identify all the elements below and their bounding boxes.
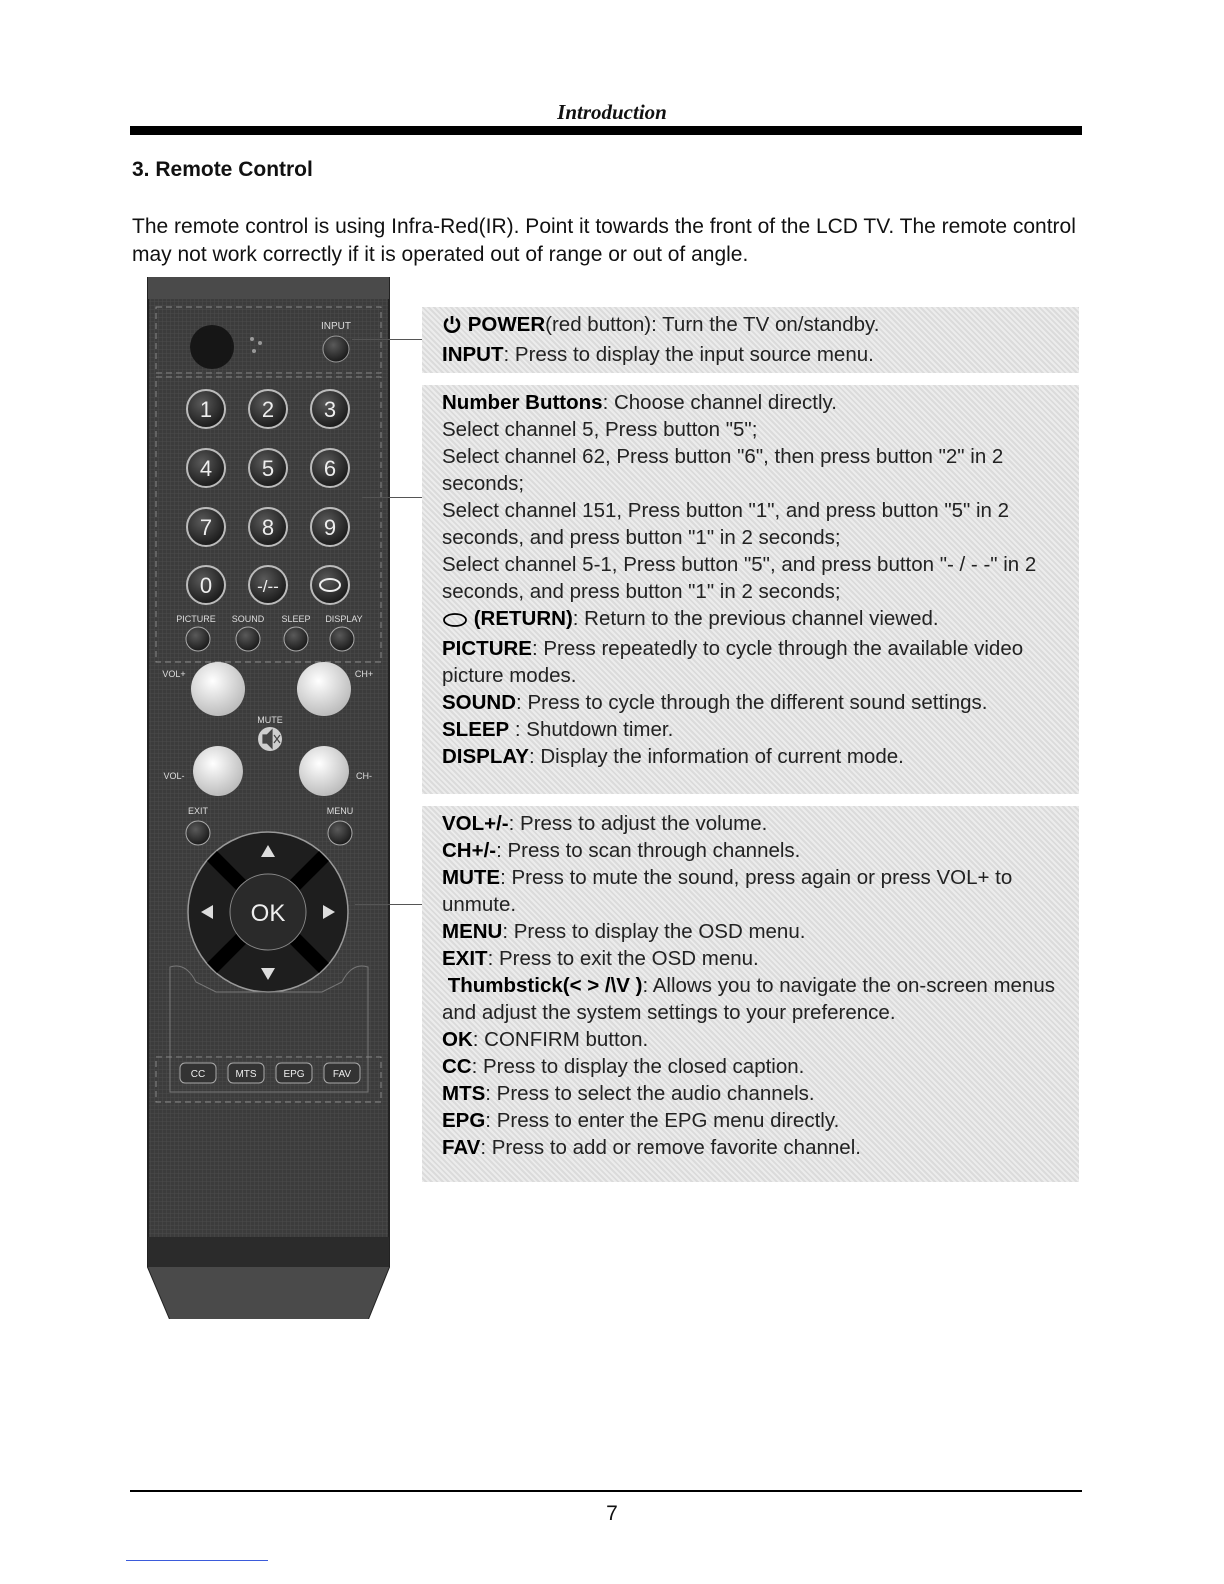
term-label: CC: [442, 1055, 472, 1078]
term-label: OK: [442, 1028, 473, 1051]
cc-description: [442, 1053, 1061, 1080]
menu-description: [442, 918, 1061, 945]
remote-button-label: 4: [199, 456, 213, 481]
vol-description: [442, 810, 1061, 837]
section-title: 3. Remote Control: [132, 158, 313, 181]
remote-button-label: EPG: [283, 1069, 305, 1080]
remote-button-label: SOUND: [231, 614, 265, 624]
header-rule: [130, 126, 1082, 135]
remote-button-label: EXIT: [187, 806, 209, 816]
ch-description: [442, 837, 1061, 864]
term-description: : Press to display the closed caption.: [471, 1055, 805, 1078]
vol-plus-button: [191, 662, 245, 716]
intro-paragraph: The remote control is using Infra-Red(IR). Point it towards the front of the LCD TV. The remote control may not work correctly if it is operated out of range or out of angle.: [132, 215, 1076, 266]
remote-button-label: 0: [199, 573, 213, 598]
term-description: : Display the information of current mode.: [528, 745, 904, 768]
term-label: POWER: [467, 313, 546, 336]
term-description: : Press to select the audio channels.: [485, 1082, 815, 1105]
remote-button-label: 5: [261, 456, 275, 481]
input-button: [323, 336, 349, 362]
mts-description: [442, 1080, 1061, 1107]
remote-button-label: MTS: [235, 1069, 257, 1080]
remote-button-label: 1: [199, 397, 213, 422]
header-title: Introduction: [557, 100, 667, 124]
display-button: [330, 627, 354, 651]
number-example: Select channel 151, Press button "1", and press button "5" in 2 seconds, and press button "1" in 2 seconds;: [442, 499, 1010, 549]
ok-description: [442, 1026, 1061, 1053]
thumbstick-description: [442, 972, 1061, 1026]
remote-button-label: FAV: [332, 1069, 352, 1080]
remote-button-label: VOL-: [163, 771, 185, 781]
number-example: Select channel 5-1, Press button "5", and press button "- / - -" in 2 seconds, and press button "1" in 2 seconds;: [442, 553, 1037, 603]
navigation-panel: [422, 806, 1079, 1182]
remote-button-label: 9: [323, 515, 337, 540]
power-input-panel: [422, 307, 1079, 373]
term-description: : Press to enter the EPG menu directly.: [485, 1109, 840, 1132]
term-label: SOUND: [442, 691, 517, 714]
ch-plus-button: [297, 662, 351, 716]
return-icon: [442, 608, 468, 635]
term-description: : Press to exit the OSD menu.: [487, 947, 759, 970]
term-description: : CONFIRM button.: [472, 1028, 649, 1051]
term-description: : Press to adjust the volume.: [508, 812, 768, 835]
remote-button-label: SLEEP: [281, 614, 311, 624]
term-description: (red button): Turn the TV on/standby.: [545, 313, 880, 336]
remote-button-label: 3: [323, 397, 337, 422]
remote-button-label: MENU: [326, 806, 354, 816]
term-label: Thumbstick(< > /\V ): [447, 974, 643, 997]
remote-button-label: CC: [190, 1069, 206, 1080]
input-description: [442, 341, 1061, 368]
term-label: CH+/-: [442, 839, 497, 862]
exit-button: [186, 821, 210, 845]
sleep-button: [284, 627, 308, 651]
sound-description: [442, 689, 1061, 716]
term-label: EPG: [442, 1109, 486, 1132]
term-description: : Press to mute the sound, press again or press VOL+ to unmute.: [442, 866, 1013, 916]
term-label: PICTURE: [442, 637, 532, 660]
epg-description: [442, 1107, 1061, 1134]
term-description: : Return to the previous channel viewed.: [572, 607, 939, 630]
term-description: : Press to display the OSD menu.: [502, 920, 806, 943]
number-example: Select channel 62, Press button "6", then press button "2" in 2 seconds;: [442, 445, 1004, 495]
corner-line: [126, 1560, 268, 1561]
term-description: : Allows you to navigate the on-screen menus and adjust the system settings to your preference.: [442, 974, 1056, 1024]
sleep-description: [442, 716, 1061, 743]
power-button: [190, 325, 234, 369]
term-label: MTS: [442, 1082, 486, 1105]
sound-button: [236, 627, 260, 651]
remote-button-label: 2: [261, 397, 275, 422]
remote-button-label: MUTE: [257, 715, 283, 725]
input-label: INPUT: [321, 321, 351, 332]
term-label: FAV: [442, 1136, 481, 1159]
remote-button-label: CH+: [354, 669, 374, 679]
leader-line: [362, 497, 422, 498]
page-number: 7: [606, 1502, 618, 1525]
term-label: EXIT: [442, 947, 488, 970]
remote-button-label: -/--: [257, 577, 279, 596]
number-example: Select channel 5, Press button "5";: [442, 418, 758, 441]
term-description: : Press to add or remove favorite channel.: [480, 1136, 861, 1159]
remote-control-illustration: [146, 277, 391, 1319]
display-description: [442, 743, 1061, 770]
return-button: [311, 566, 349, 604]
term-label: MUTE: [442, 866, 501, 889]
remote-button-label: 8: [261, 515, 275, 540]
exit-description: [442, 945, 1061, 972]
menu-button: [328, 821, 352, 845]
remote-button-label: DISPLAY: [325, 614, 363, 624]
leader-line: [355, 904, 422, 905]
remote-body: [148, 277, 389, 1319]
return-description: [442, 605, 1061, 635]
number-buttons-panel: [422, 385, 1079, 794]
power-icon: [442, 314, 462, 341]
footer-rule: [130, 1490, 1082, 1492]
power-description: [442, 311, 1061, 341]
term-label: INPUT: [442, 343, 504, 366]
term-description: : Press to scan through channels.: [496, 839, 801, 862]
term-description: : Press to cycle through the different sound settings.: [516, 691, 988, 714]
remote-button-label: OK: [250, 900, 286, 927]
picture-description: [442, 635, 1061, 689]
number-buttons-description: [442, 389, 1061, 416]
term-description: : Press to display the input source menu.: [503, 343, 874, 366]
term-label: VOL+/-: [442, 812, 509, 835]
term-label: DISPLAY: [442, 745, 529, 768]
leader-line: [352, 339, 422, 340]
remote-button-label: PICTURE: [176, 614, 216, 624]
term-label: Number Buttons: [442, 391, 603, 414]
term-description: : Press repeatedly to cycle through the available video picture modes.: [442, 637, 1024, 687]
fav-description: [442, 1134, 1061, 1161]
term-description: : Shutdown timer.: [509, 718, 674, 741]
remote-button-label: VOL+: [162, 669, 186, 679]
remote-button-label: 6: [323, 456, 337, 481]
term-label: SLEEP: [442, 718, 510, 741]
picture-button: [186, 627, 210, 651]
remote-button-label: 7: [199, 515, 213, 540]
term-label: (RETURN): [473, 607, 573, 630]
term-description: : Choose channel directly.: [602, 391, 837, 414]
thumbstick: [188, 832, 348, 992]
ch-minus-button: [299, 746, 349, 796]
term-label: MENU: [442, 920, 503, 943]
mute-description: [442, 864, 1061, 918]
remote-button-label: CH-: [356, 771, 372, 781]
vol-minus-button: [193, 746, 243, 796]
